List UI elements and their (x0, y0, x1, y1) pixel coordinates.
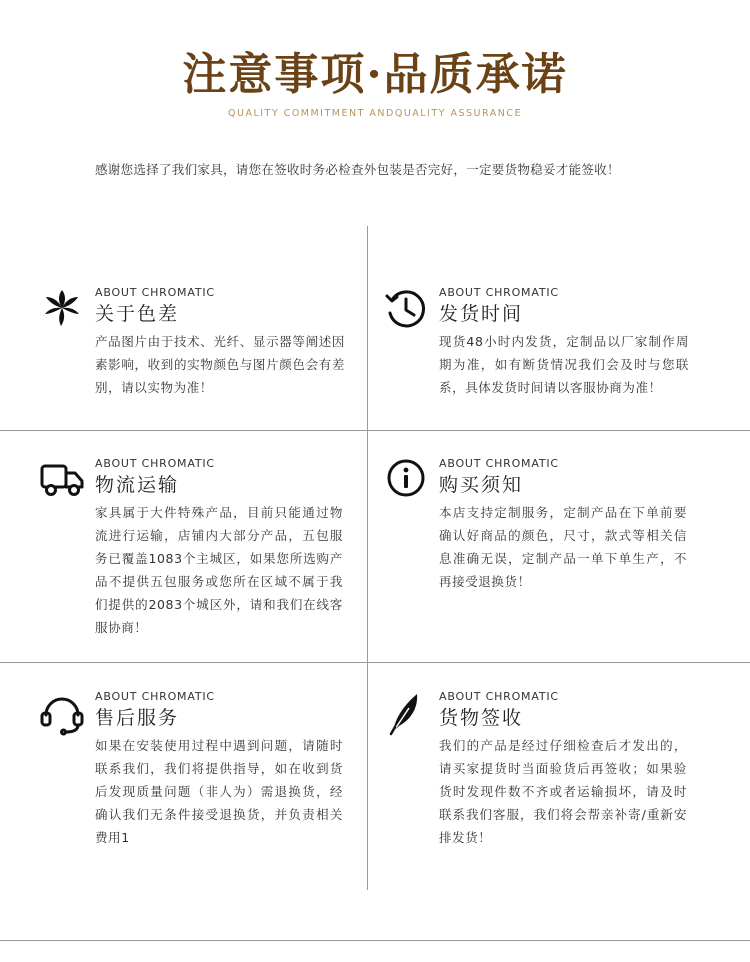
info-icon (383, 457, 429, 503)
section-heading: 货物签收 (439, 707, 524, 729)
section-body: 本店支持定制服务，定制产品在下单前要确认好商品的颜色，尺寸，款式等相关信息准确无误，定制产品一单下单生产，不再接受退换货！ (439, 505, 687, 589)
section-en-label: ABOUT CHROMATIC (95, 286, 215, 299)
section-en-label: ABOUT CHROMATIC (439, 690, 559, 703)
page-subtitle: QUALITY COMMITMENT ANDQUALITY ASSURANCE (228, 108, 522, 119)
divider-row-2 (0, 662, 750, 663)
section-en-label: ABOUT CHROMATIC (95, 690, 215, 703)
intro-text: 感谢您选择了我们家具，请您在签收时务必检查外包装是否完好，一定要货物稳妥才能签收！ (95, 162, 620, 177)
section-body: 家具属于大件特殊产品，目前只能通过物流进行运输，店铺内大部分产品，五包服务已覆盖1083个主城区，如果您所选购产品不提供五包服务或您所在区域不属于我们提供的2083个城区外，请和我们在线客服协商！ (95, 505, 343, 635)
section-heading: 物流运输 (95, 474, 180, 496)
section-heading: 发货时间 (439, 303, 524, 325)
section-body: 产品图片由于技术、光纤、显示器等阐述因素影响，收到的实物颜色与图片颜色会有差别，请以实物为准！ (95, 334, 345, 395)
page-title: 注意事项·品质承诺 (182, 49, 568, 100)
section-after-sales (95, 690, 343, 849)
section-color-difference (95, 286, 345, 399)
section-en-label: ABOUT CHROMATIC (95, 457, 215, 470)
section-body: 我们的产品是经过仔细检查后才发出的，请买家提货时当面验货后再签收；如果验货时发现件数不齐或者运输损坏，请及时联系我们客服，我们将会帮亲补寄/重新安排发货！ (439, 738, 687, 845)
section-shipping-time (439, 286, 689, 399)
section-en-label: ABOUT CHROMATIC (439, 457, 559, 470)
truck-icon (39, 457, 85, 503)
divider-bottom (0, 940, 750, 941)
section-goods-receipt (439, 690, 687, 849)
section-body: 现货48小时内发货，定制品以厂家制作周期为准，如有断货情况我们会及时与您联系，具体发货时间请以客服协商为准！ (439, 334, 689, 395)
divider-center (367, 226, 368, 890)
section-logistics (95, 457, 343, 639)
section-en-label: ABOUT CHROMATIC (439, 286, 559, 299)
divider-row-1 (0, 430, 750, 431)
section-purchase-notes (439, 457, 687, 593)
clock-history-icon (383, 286, 429, 332)
section-heading: 售后服务 (95, 707, 180, 729)
section-body: 如果在安装使用过程中遇到问题，请随时联系我们，我们将提供指导，如在收到货后发现质量问题（非人为）需退换货，经确认我们无条件接受退换货，并负责相关费用1 (95, 738, 343, 845)
section-heading: 关于色差 (95, 303, 180, 325)
flower-icon (39, 286, 85, 332)
headset-icon (39, 690, 85, 736)
feather-icon (383, 690, 429, 736)
section-heading: 购买须知 (439, 474, 524, 496)
